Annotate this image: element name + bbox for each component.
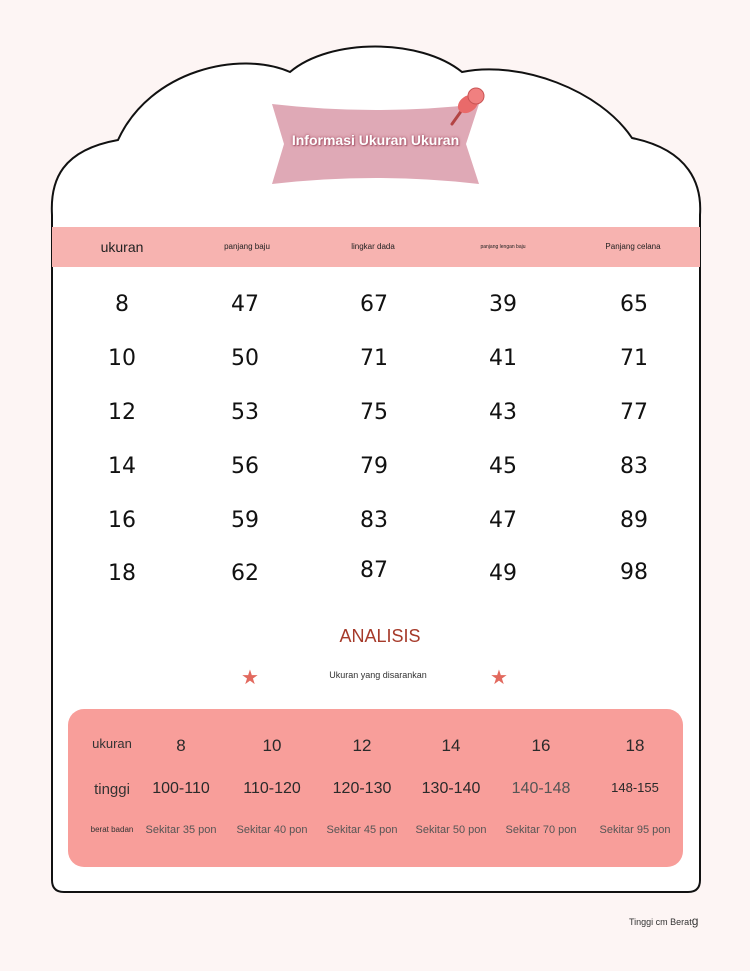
header-pants: Panjang celana [605, 242, 661, 251]
rec-height: 120-130 [332, 780, 392, 797]
cell-chest: 71 [360, 346, 388, 371]
cell-sleeve: 41 [489, 346, 517, 371]
rec-size: 12 [352, 736, 372, 755]
cell-length: 59 [231, 508, 259, 533]
cell-size: 12 [108, 400, 136, 425]
rec-weight: Sekitar 45 pon [326, 824, 398, 836]
cell-chest: 75 [360, 400, 388, 425]
analisis-title: ANALISIS [339, 626, 421, 646]
rec-height: 148-155 [611, 780, 659, 795]
rec-size: 16 [531, 736, 551, 755]
rec-label-size: ukuran [92, 736, 132, 751]
recommendation-table [68, 709, 683, 867]
rec-weight: Sekitar 35 pon [145, 824, 217, 836]
footer-note [629, 914, 698, 928]
rec-weight: Sekitar 40 pon [236, 824, 308, 836]
analisis-subtitle: Ukuran yang disarankan [329, 670, 427, 680]
cell-pants: 83 [620, 454, 648, 479]
cell-size: 8 [115, 292, 129, 317]
cell-pants: 98 [620, 560, 648, 585]
cell-length: 47 [231, 292, 259, 317]
rec-label-weight: berat badan [90, 825, 134, 834]
footer-note-suffix: g [691, 914, 699, 928]
rec-height: 140-148 [511, 780, 571, 797]
cell-chest: 67 [360, 292, 388, 317]
rec-size: 18 [625, 736, 645, 755]
cell-chest: 79 [360, 454, 388, 479]
cell-size: 18 [108, 561, 136, 586]
rec-weight: Sekitar 70 pon [505, 824, 577, 836]
cell-size: 10 [108, 346, 136, 371]
cell-length: 56 [231, 454, 259, 479]
cell-pants: 71 [620, 346, 648, 371]
cell-pants: 65 [620, 292, 648, 317]
cell-sleeve: 47 [489, 508, 517, 533]
rec-height: 110-120 [243, 780, 301, 797]
rec-height: 130-140 [421, 780, 481, 797]
footer-note-text: Tinggi cm Berat [629, 917, 692, 927]
cell-sleeve: 49 [489, 561, 517, 586]
cell-sleeve: 43 [489, 400, 517, 425]
size-table-header [52, 227, 700, 267]
cell-length: 50 [231, 346, 259, 371]
cell-pants: 77 [620, 400, 648, 425]
cell-length: 53 [231, 400, 259, 425]
cell-sleeve: 45 [489, 454, 517, 479]
header-size: ukuran [100, 239, 144, 255]
rec-weight: Sekitar 50 pon [415, 824, 487, 836]
cell-length: 62 [231, 561, 259, 586]
cell-pants: 89 [620, 508, 648, 533]
rec-weight: Sekitar 95 pon [599, 824, 671, 836]
cell-size: 16 [108, 508, 136, 533]
header-length: panjang baju [224, 242, 270, 251]
rec-height: 100-110 [152, 780, 210, 797]
cell-size: 14 [108, 454, 136, 479]
header-chest: lingkar dada [351, 242, 395, 251]
cell-chest: 83 [360, 508, 388, 533]
rec-label-height: tinggi [94, 781, 130, 798]
rec-size: 8 [176, 736, 186, 755]
pushpin-icon [448, 86, 488, 135]
banner-title: Informasi Ukuran Ukuran [291, 132, 460, 148]
header-sleeve: panjang lengan baju [480, 244, 526, 250]
cell-chest: 87 [360, 558, 388, 583]
star-icon: ★ [490, 667, 508, 689]
cell-sleeve: 39 [489, 292, 517, 317]
rec-size: 10 [262, 736, 282, 755]
rec-size: 14 [441, 736, 461, 755]
star-icon: ★ [241, 667, 259, 689]
